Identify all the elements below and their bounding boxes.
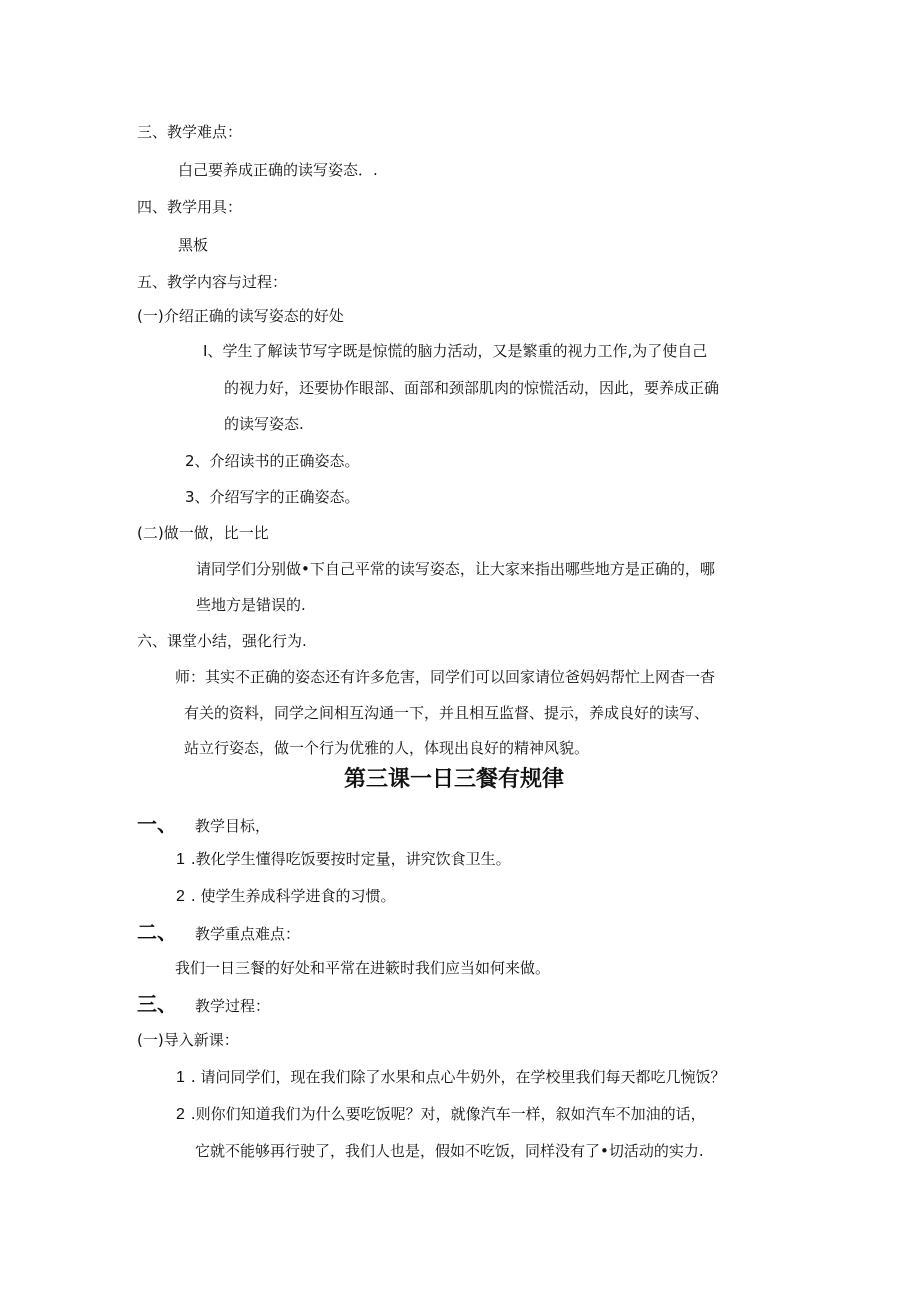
list-item (185, 487, 360, 507)
item-number: I、 (203, 342, 223, 360)
section-heading: 六、课堂小结，强化行为. (137, 632, 307, 650)
section-heading (137, 814, 270, 836)
list-item (176, 1067, 725, 1088)
paragraph-text: 些地方是错误的. (196, 596, 306, 614)
paragraph-text: 白己要养成正确的读写姿态．. (178, 161, 378, 179)
heading-number: 三、 (137, 992, 177, 1016)
item-number: 2 (176, 888, 185, 905)
list-item (203, 341, 707, 361)
item-number: 1 (176, 1069, 185, 1086)
item-text: . 使学生养成科学进食的习惯。 (190, 887, 396, 905)
heading-number: 一、 (137, 812, 177, 836)
paragraph-text: 我们一日三餐的好处和平常在进簌时我们应当如何来做。 (175, 959, 551, 977)
subsection-heading: (一)介绍正确的读写姿态的好处 (137, 307, 344, 325)
section-heading (137, 994, 270, 1016)
heading-text: 教学目标， (195, 817, 271, 835)
paragraph-text: 站立行姿态，做一个行为优雅的人，体现出良好的精神风貌。 (184, 739, 590, 757)
subsection-heading: (二)做一做，比一比 (137, 524, 269, 542)
item-text: .则你们知道我们为什么要吃饭呢？对，就像汽车一样，叙如汽车不加油的话， (190, 1105, 706, 1123)
paragraph-text: 师：其实不正确的姿态还有许多危害，同学们可以回家请位爸妈妈帮忙上网杳一杳 (175, 668, 716, 686)
item-number: 2、 (185, 452, 210, 470)
list-item (176, 849, 511, 870)
subsection-heading: (一)导入新课： (137, 1031, 239, 1049)
section-heading: 四、教学用具： (137, 198, 243, 216)
lesson-title: 第三课一日三餐有规律 (344, 767, 565, 792)
heading-number: 二、 (137, 920, 177, 944)
item-text: .教化学生懂得吃饭要按时定量，讲究饮食卫生。 (190, 850, 511, 868)
paragraph-text: 的读写姿态. (224, 415, 304, 433)
item-number: 3、 (185, 488, 210, 506)
section-heading (137, 922, 300, 944)
list-item (176, 1104, 706, 1125)
item-number: 2 (176, 1106, 185, 1123)
list-item (176, 886, 395, 907)
section-heading: 三、教学难点： (137, 123, 243, 141)
heading-text: 教学重点难点： (195, 925, 301, 943)
item-text: 学生了解读节写字既是惊慌的脑力活动，又是繁重的视力工作,为了使自己 (222, 342, 708, 360)
paragraph-text: 黑板 (178, 236, 209, 254)
section-heading: 五、教学内容与过程： (137, 273, 288, 291)
paragraph-text: 有关的资料，同学之间相互沟通一下，并且相互监督、提示，养成良好的读写、 (184, 704, 710, 722)
heading-text: 教学过程： (195, 997, 271, 1015)
paragraph-text: 请同学们分别做•下自己平常的读写姿态，让大家来指出哪些地方是正确的，哪 (196, 560, 715, 578)
item-text: 介绍写字的正确姿态。 (209, 488, 360, 506)
paragraph-text: 它就不能够再行驶了，我们人也是，假如不吃饭，同样没有了•切活动的实力. (195, 1142, 704, 1160)
item-text: 介绍读书的正确姿态。 (209, 452, 360, 470)
item-text: . 请问同学们，现在我们除了水果和点心牛奶外，在学校里我们每天都吃几惋饭？ (190, 1068, 726, 1086)
item-number: 1 (176, 851, 185, 868)
list-item (185, 451, 360, 471)
paragraph-text: 的视力好，还要协作眼部、面部和颈部肌肉的惊慌活动，因此，要养成正确 (224, 379, 720, 397)
